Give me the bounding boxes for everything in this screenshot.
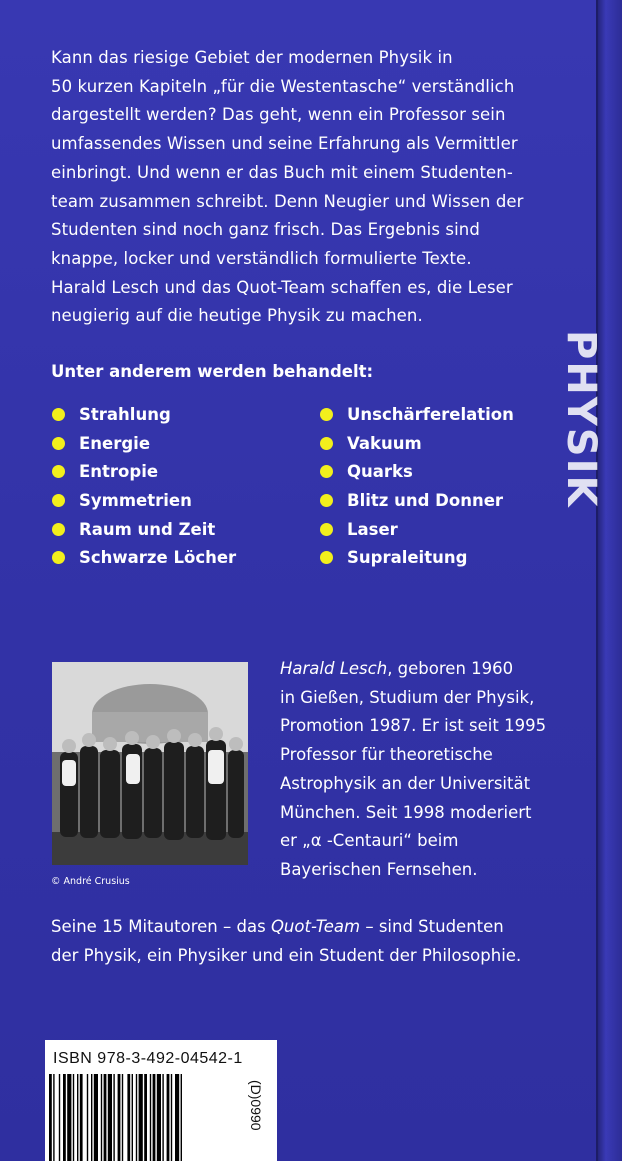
barcode-bar bbox=[80, 1074, 83, 1161]
barcode-bar bbox=[122, 1074, 123, 1161]
barcode-bar bbox=[132, 1074, 133, 1161]
barcode-bar bbox=[94, 1074, 98, 1161]
intro-line: umfassendes Wissen und seine Erfahrung als Vermittler bbox=[51, 134, 518, 154]
barcode-bar bbox=[63, 1074, 66, 1161]
topic-label: Blitz und Donner bbox=[347, 490, 504, 510]
barcode-bar bbox=[101, 1074, 102, 1161]
barcode-bar bbox=[53, 1074, 54, 1161]
barcode-bar bbox=[157, 1074, 161, 1161]
topic-item bbox=[52, 457, 312, 486]
bullet-icon bbox=[320, 551, 333, 564]
barcode-bar bbox=[87, 1074, 88, 1161]
book-spine bbox=[596, 0, 622, 1161]
intro-line: neugierig auf die heutige Physik zu machen. bbox=[51, 306, 423, 326]
intro-line: Studenten sind noch ganz frisch. Das Ergebnis sind bbox=[51, 220, 480, 240]
bio-line: Bayerischen Fernsehen. bbox=[280, 859, 478, 879]
intro-text bbox=[51, 44, 571, 331]
barcode-bar bbox=[136, 1074, 137, 1161]
bio-line: er „α -Centauri“ beim bbox=[280, 831, 459, 851]
barcode-bar bbox=[73, 1074, 74, 1161]
barcode-bar bbox=[181, 1074, 182, 1161]
topics-right-column bbox=[320, 400, 580, 572]
price-code: (D)0990 bbox=[248, 1080, 264, 1131]
barcode-bar bbox=[67, 1074, 71, 1161]
intro-line: team zusammen schreibt. Denn Neugier und Wissen der bbox=[51, 191, 524, 211]
barcode-bar bbox=[113, 1074, 114, 1161]
bio-line: Astrophysik an der Universität bbox=[280, 773, 531, 793]
topic-item bbox=[320, 429, 580, 458]
bullet-icon bbox=[320, 494, 333, 507]
bullet-icon bbox=[52, 494, 65, 507]
bullet-icon bbox=[52, 465, 65, 478]
topic-item bbox=[52, 543, 312, 572]
barcode-bar bbox=[49, 1074, 52, 1161]
barcode-bar bbox=[139, 1074, 143, 1161]
photo-credit: © André Crusius bbox=[51, 876, 130, 887]
barcode-bar bbox=[153, 1074, 156, 1161]
bullet-icon bbox=[52, 437, 65, 450]
intro-line: Harald Lesch und das Quot-Team schaffen es, die Leser bbox=[51, 277, 513, 297]
bio-line: München. Seit 1998 moderiert bbox=[280, 802, 532, 822]
bullet-icon bbox=[320, 408, 333, 421]
topic-item bbox=[320, 400, 580, 429]
author-bio bbox=[280, 655, 570, 885]
barcode-label bbox=[45, 1040, 275, 1161]
topic-item bbox=[320, 457, 580, 486]
spine-title: PHYSIK bbox=[558, 330, 604, 509]
bullet-icon bbox=[320, 523, 333, 536]
intro-line: einbringt. Und wenn er das Buch mit einem Studenten- bbox=[51, 162, 513, 182]
topic-item bbox=[320, 515, 580, 544]
topic-label: Energie bbox=[79, 433, 151, 453]
author-name: Harald Lesch bbox=[280, 659, 388, 678]
barcode-bar bbox=[167, 1074, 170, 1161]
intro-line: knappe, locker und verständlich formulierte Texte. bbox=[51, 248, 472, 268]
coauthors-line bbox=[51, 912, 581, 941]
topic-label: Strahlung bbox=[79, 404, 171, 424]
coauthors-note bbox=[51, 912, 581, 970]
bullet-icon bbox=[52, 551, 65, 564]
topic-label: Symmetrien bbox=[79, 490, 192, 510]
team-photo-illustration bbox=[52, 662, 248, 865]
topic-item bbox=[52, 515, 312, 544]
topic-label: Raum und Zeit bbox=[79, 519, 216, 539]
topic-label: Vakuum bbox=[347, 433, 422, 453]
barcode-bar bbox=[150, 1074, 151, 1161]
topic-label: Laser bbox=[347, 519, 398, 539]
topic-item bbox=[320, 543, 580, 572]
coauthors-prefix: Seine 15 Mitautoren – das bbox=[51, 917, 271, 936]
bio-line: in Gießen, Studium der Physik, bbox=[280, 687, 535, 707]
barcode-bar bbox=[144, 1074, 147, 1161]
topics-heading: Unter anderem werden behandelt: bbox=[51, 362, 374, 381]
bio-line: Professor für theoretische bbox=[280, 745, 493, 765]
topic-item bbox=[52, 486, 312, 515]
intro-line: dargestellt werden? Das geht, wenn ein Professor sein bbox=[51, 105, 506, 125]
intro-line: 50 kurzen Kapiteln „für die Westentasche“ verständlich bbox=[51, 76, 515, 96]
team-photo bbox=[52, 662, 248, 865]
coauthors-line: der Physik, ein Physiker und ein Student der Philosophie. bbox=[51, 946, 522, 965]
topic-label: Quarks bbox=[347, 462, 413, 482]
bio-line-rest: , geboren 1960 bbox=[387, 659, 514, 678]
barcode-bar bbox=[108, 1074, 112, 1161]
bullet-icon bbox=[320, 465, 333, 478]
barcode-bar bbox=[175, 1074, 179, 1161]
topic-label: Supraleitung bbox=[347, 548, 468, 568]
bullet-icon bbox=[320, 437, 333, 450]
barcode-bar bbox=[59, 1074, 60, 1161]
coauthors-suffix: – sind Studenten bbox=[360, 917, 504, 936]
intro-line: Kann das riesige Gebiet der modernen Physik in bbox=[51, 48, 453, 67]
topic-label: Unschärferelation bbox=[347, 404, 514, 424]
barcode bbox=[49, 1074, 249, 1161]
barcode-bar bbox=[162, 1074, 163, 1161]
topic-item bbox=[52, 429, 312, 458]
barcode-bar bbox=[118, 1074, 121, 1161]
isbn-number: ISBN 978-3-492-04542-1 bbox=[53, 1050, 243, 1067]
topic-item bbox=[52, 400, 312, 429]
bullet-icon bbox=[52, 408, 65, 421]
barcode-bar bbox=[127, 1074, 130, 1161]
topic-label: Schwarze Löcher bbox=[79, 548, 237, 568]
barcode-bar bbox=[104, 1074, 107, 1161]
barcode-bar bbox=[77, 1074, 78, 1161]
topics-left-column bbox=[52, 400, 312, 572]
topic-item bbox=[320, 486, 580, 515]
barcode-bar bbox=[171, 1074, 172, 1161]
bio-line bbox=[280, 655, 570, 684]
bullet-icon bbox=[52, 523, 65, 536]
bio-line: Promotion 1987. Er ist seit 1995 bbox=[280, 716, 547, 736]
team-name: Quot-Team bbox=[270, 917, 361, 936]
topic-label: Entropie bbox=[79, 462, 159, 482]
barcode-bar bbox=[91, 1074, 92, 1161]
